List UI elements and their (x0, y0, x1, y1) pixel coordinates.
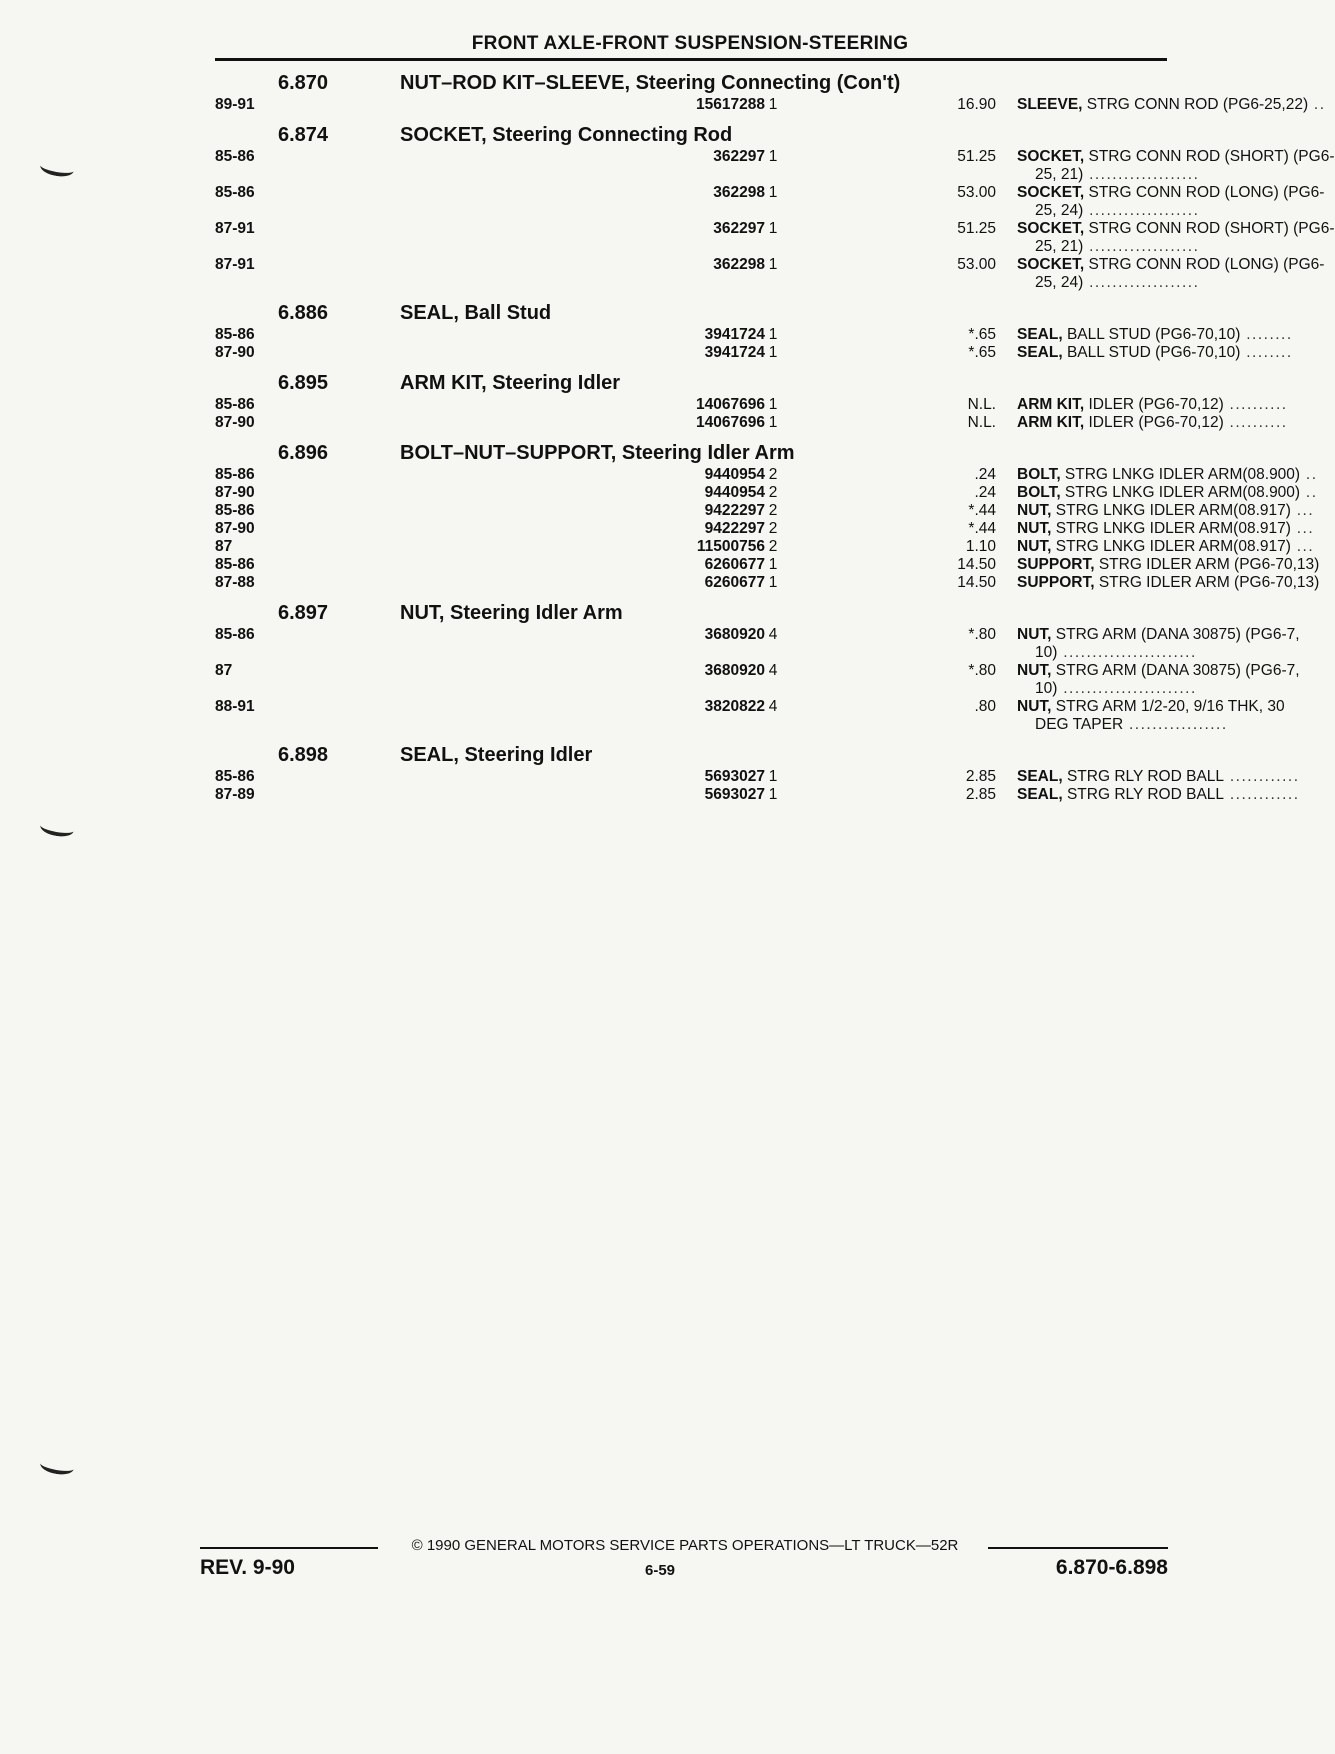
price: 53.00 (957, 256, 996, 273)
section-number: 6.896 (278, 442, 329, 464)
part-row (215, 502, 1315, 520)
description-text: STRG ARM 1/2-20, 9/16 THK, 30 (1051, 698, 1285, 715)
model-years: 88-91 (215, 698, 255, 715)
description (802, 396, 1288, 414)
section-number: 6.898 (278, 744, 329, 766)
description-text: IDLER (PG6-70,12) (1084, 396, 1224, 413)
quantity: 1 (768, 326, 778, 343)
part-row (215, 556, 1320, 574)
part-number: 3680920 (704, 626, 765, 643)
leader-dots: ....................... (1057, 680, 1197, 697)
quantity: 1 (768, 414, 778, 431)
section-header (215, 296, 1170, 326)
description-text: STRG LNKG IDLER ARM(08.900) (1060, 466, 1301, 483)
model-years: 87-90 (215, 484, 255, 501)
description-continued: 25, 21) (1035, 166, 1084, 183)
part-row (215, 786, 1300, 804)
quantity: 1 (768, 786, 778, 803)
section-number: 6.870 (278, 72, 329, 94)
price: *.65 (968, 326, 996, 343)
price: 51.25 (957, 220, 996, 237)
description-continued: 25, 21) (1035, 238, 1084, 255)
part-row (215, 414, 1288, 432)
section-title: BOLT–NUT–SUPPORT, Steering Idler Arm (400, 442, 795, 464)
part-row (215, 466, 1318, 484)
description-text: STRG LNKG IDLER ARM(08.917) (1051, 538, 1291, 555)
quantity: 2 (768, 502, 778, 519)
model-years: 87-90 (215, 520, 255, 537)
description-trail: ... (1290, 520, 1315, 537)
description-text: STRG LNKG IDLER ARM(08.917) (1051, 520, 1291, 537)
description-keyword: NUT, (1017, 626, 1052, 643)
description (802, 574, 1320, 592)
model-years: 85-86 (215, 556, 255, 573)
description-keyword: BOLT, (1017, 466, 1061, 483)
part-row (215, 96, 1326, 114)
section-number: 6.886 (278, 302, 329, 324)
description-continued: 25, 24) (1035, 202, 1084, 219)
quantity: 1 (768, 556, 778, 573)
description-trail: ............ (1224, 786, 1300, 803)
description-keyword: BOLT, (1017, 484, 1061, 501)
section-header (215, 738, 1170, 768)
part-row (215, 626, 1300, 662)
quantity: 2 (768, 538, 778, 555)
description (802, 184, 1325, 220)
model-years: 85-86 (215, 326, 255, 343)
description-text: STRG CONN ROD (PG6-25,22) (1082, 96, 1309, 113)
description-text: STRG ARM (DANA 30875) (PG6-7, (1051, 662, 1300, 679)
description (802, 520, 1315, 538)
page-number: 6-59 (644, 1562, 676, 1579)
quantity: 1 (768, 574, 778, 591)
leader-dots: ................. (1123, 716, 1228, 733)
price: .24 (974, 466, 996, 483)
leader-dots: ................... (1083, 238, 1200, 255)
description (802, 414, 1288, 432)
model-years: 85-86 (215, 148, 255, 165)
part-row (215, 520, 1315, 538)
leader-dots: ................... (1083, 166, 1200, 183)
price: N.L. (967, 414, 996, 431)
quantity: 1 (768, 396, 778, 413)
section-header (215, 366, 1170, 396)
part-row (215, 698, 1285, 734)
model-years: 85-86 (215, 466, 255, 483)
description-text: STRG RLY ROD BALL (1062, 786, 1225, 803)
quantity: 1 (768, 344, 778, 361)
description-trail: .. (1308, 96, 1326, 113)
quantity: 1 (768, 220, 778, 237)
part-number: 14067696 (696, 414, 765, 431)
section-title: SEAL, Ball Stud (400, 302, 552, 324)
description-keyword: SUPPORT, (1017, 556, 1095, 573)
price: *.80 (968, 626, 996, 643)
price: *.44 (968, 502, 996, 519)
binder-mark (39, 157, 75, 179)
description-continued: DEG TAPER (1035, 716, 1124, 733)
model-years: 87-90 (215, 414, 255, 431)
part-number: 362297 (713, 220, 765, 237)
section-gap (215, 804, 1170, 808)
model-years: 85-86 (215, 626, 255, 643)
description-keyword: SEAL, (1017, 344, 1063, 361)
model-years: 87-91 (215, 256, 255, 273)
description-keyword: ARM KIT, (1017, 414, 1085, 431)
price: 2.85 (965, 768, 996, 785)
price: .24 (974, 484, 996, 501)
section-title: SEAL, Steering Idler (400, 744, 593, 766)
part-number: 9440954 (704, 484, 765, 501)
parts-list (215, 66, 1335, 808)
part-number: 6260677 (704, 574, 765, 591)
description-keyword: ARM KIT, (1017, 396, 1085, 413)
section-title: NUT, Steering Idler Arm (400, 602, 623, 624)
description-keyword: NUT, (1017, 698, 1052, 715)
part-number: 3941724 (704, 326, 765, 343)
model-years: 87-89 (215, 786, 255, 803)
part-number: 11500756 (696, 538, 765, 555)
description-text: STRG CONN ROD (SHORT) (PG6- (1084, 148, 1335, 165)
part-row (215, 220, 1335, 256)
footer-copyright: © 1990 GENERAL MOTORS SERVICE PARTS OPERATIONS—LT TRUCK—52R (411, 1537, 959, 1554)
part-row (215, 662, 1300, 698)
price: 53.00 (957, 184, 996, 201)
part-number: 15617288 (696, 96, 765, 113)
description (802, 344, 1293, 362)
description-keyword: SUPPORT, (1017, 574, 1095, 591)
section-header (215, 596, 1170, 626)
description-keyword: SOCKET, (1017, 220, 1085, 237)
description-keyword: SEAL, (1017, 768, 1063, 785)
description-keyword: NUT, (1017, 662, 1052, 679)
description-keyword: SOCKET, (1017, 256, 1085, 273)
model-years: 85-86 (215, 396, 255, 413)
part-number: 14067696 (696, 396, 765, 413)
price: 1.10 (965, 538, 996, 555)
model-years: 87-88 (215, 574, 255, 591)
part-row (215, 148, 1335, 184)
model-years: 89-91 (215, 96, 255, 113)
description-continued: 10) (1035, 644, 1058, 661)
description-text: BALL STUD (PG6-70,10) (1062, 344, 1241, 361)
price: 2.85 (965, 786, 996, 803)
price: 51.25 (957, 148, 996, 165)
description-text: STRG IDLER ARM (PG6-70,13) (1094, 556, 1320, 573)
description (802, 768, 1300, 786)
section-number: 6.895 (278, 372, 329, 394)
binder-mark (39, 817, 75, 839)
part-row (215, 184, 1325, 220)
section-header (215, 118, 1170, 148)
description (802, 484, 1318, 502)
description (802, 256, 1325, 292)
description-continued: 25, 24) (1035, 274, 1084, 291)
part-row (215, 344, 1293, 362)
description-text: STRG ARM (DANA 30875) (PG6-7, (1051, 626, 1300, 643)
model-years: 87 (215, 662, 233, 679)
price: 14.50 (957, 556, 996, 573)
description-keyword: SEAL, (1017, 326, 1063, 343)
quantity: 1 (768, 256, 778, 273)
part-row (215, 484, 1318, 502)
description-keyword: SEAL, (1017, 786, 1063, 803)
quantity: 4 (768, 698, 778, 715)
description-text: STRG CONN ROD (LONG) (PG6- (1084, 184, 1325, 201)
description-text: BALL STUD (PG6-70,10) (1062, 326, 1241, 343)
description (802, 220, 1335, 256)
description-trail: .......... (1223, 396, 1288, 413)
footer-rule (988, 1547, 1168, 1549)
description-trail: ............ (1224, 768, 1300, 785)
quantity: 2 (768, 520, 778, 537)
section-number: 6.897 (278, 602, 329, 624)
part-number: 3820822 (704, 698, 765, 715)
part-number: 362297 (713, 148, 765, 165)
description-trail: .. (1300, 466, 1318, 483)
description-keyword: SOCKET, (1017, 184, 1085, 201)
description-continued: 10) (1035, 680, 1058, 697)
part-row (215, 256, 1325, 292)
description (802, 786, 1300, 804)
part-number: 5693027 (704, 786, 765, 803)
quantity: 1 (768, 96, 778, 113)
price: .80 (974, 698, 996, 715)
part-row (215, 768, 1300, 786)
price: *.80 (968, 662, 996, 679)
price: N.L. (967, 396, 996, 413)
quantity: 1 (768, 184, 778, 201)
description-keyword: NUT, (1017, 502, 1052, 519)
section-title: SOCKET, Steering Connecting Rod (400, 124, 733, 146)
description-text: STRG LNKG IDLER ARM(08.900) (1060, 484, 1301, 501)
description-text: STRG CONN ROD (LONG) (PG6- (1084, 256, 1325, 273)
description (802, 662, 1300, 698)
part-number: 9422297 (704, 520, 765, 537)
revision-label: REV. 9-90 (200, 1556, 295, 1579)
description-trail: .......... (1223, 414, 1288, 431)
part-number: 9440954 (704, 466, 765, 483)
part-row (215, 538, 1315, 556)
description-trail: ........ (1240, 344, 1293, 361)
description-text: STRG LNKG IDLER ARM(08.917) (1051, 502, 1291, 519)
description (802, 698, 1285, 734)
description-trail: ........ (1240, 326, 1293, 343)
description (802, 626, 1300, 662)
description-text: IDLER (PG6-70,12) (1084, 414, 1224, 431)
section-number: 6.874 (278, 124, 329, 146)
price: *.44 (968, 520, 996, 537)
footer-rule (200, 1547, 378, 1549)
description-keyword: NUT, (1017, 520, 1052, 537)
part-number: 3941724 (704, 344, 765, 361)
part-number: 362298 (713, 256, 765, 273)
part-number: 9422297 (704, 502, 765, 519)
part-row (215, 396, 1288, 414)
header-rule (215, 58, 1167, 61)
description (802, 148, 1335, 184)
quantity: 4 (768, 626, 778, 643)
description-keyword: SLEEVE, (1017, 96, 1083, 113)
description (802, 96, 1326, 114)
model-years: 87-91 (215, 220, 255, 237)
part-row (215, 574, 1320, 592)
description (802, 538, 1315, 556)
quantity: 2 (768, 484, 778, 501)
quantity: 4 (768, 662, 778, 679)
section-header (215, 436, 1170, 466)
part-number: 5693027 (704, 768, 765, 785)
binder-mark (39, 1455, 75, 1477)
model-years: 87-90 (215, 344, 255, 361)
description-keyword: NUT, (1017, 538, 1052, 555)
description-trail: .. (1300, 484, 1318, 501)
price: *.65 (968, 344, 996, 361)
part-number: 6260677 (704, 556, 765, 573)
page-title: FRONT AXLE-FRONT SUSPENSION-STEERING (471, 33, 909, 54)
leader-dots: ....................... (1057, 644, 1197, 661)
part-row (215, 326, 1293, 344)
quantity: 1 (768, 148, 778, 165)
part-number: 362298 (713, 184, 765, 201)
price: 16.90 (957, 96, 996, 113)
description (802, 556, 1320, 574)
model-years: 85-86 (215, 768, 255, 785)
model-years: 85-86 (215, 184, 255, 201)
description-text: STRG RLY ROD BALL (1062, 768, 1225, 785)
price: 14.50 (957, 574, 996, 591)
section-title: ARM KIT, Steering Idler (400, 372, 621, 394)
quantity: 2 (768, 466, 778, 483)
leader-dots: ................... (1083, 202, 1200, 219)
description-trail: ... (1290, 502, 1315, 519)
model-years: 87 (215, 538, 233, 555)
quantity: 1 (768, 768, 778, 785)
description (802, 326, 1293, 344)
description-keyword: SOCKET, (1017, 148, 1085, 165)
section-title: NUT–ROD KIT–SLEEVE, Steering Connecting (Con't) (400, 72, 901, 94)
part-number: 3680920 (704, 662, 765, 679)
description-text: STRG IDLER ARM (PG6-70,13) (1094, 574, 1320, 591)
section-header (215, 66, 1170, 96)
description-trail: ... (1290, 538, 1315, 555)
description (802, 466, 1318, 484)
model-years: 85-86 (215, 502, 255, 519)
description (802, 502, 1315, 520)
section-range: 6.870-6.898 (1055, 1556, 1168, 1579)
description-text: STRG CONN ROD (SHORT) (PG6- (1084, 220, 1335, 237)
leader-dots: ................... (1083, 274, 1200, 291)
